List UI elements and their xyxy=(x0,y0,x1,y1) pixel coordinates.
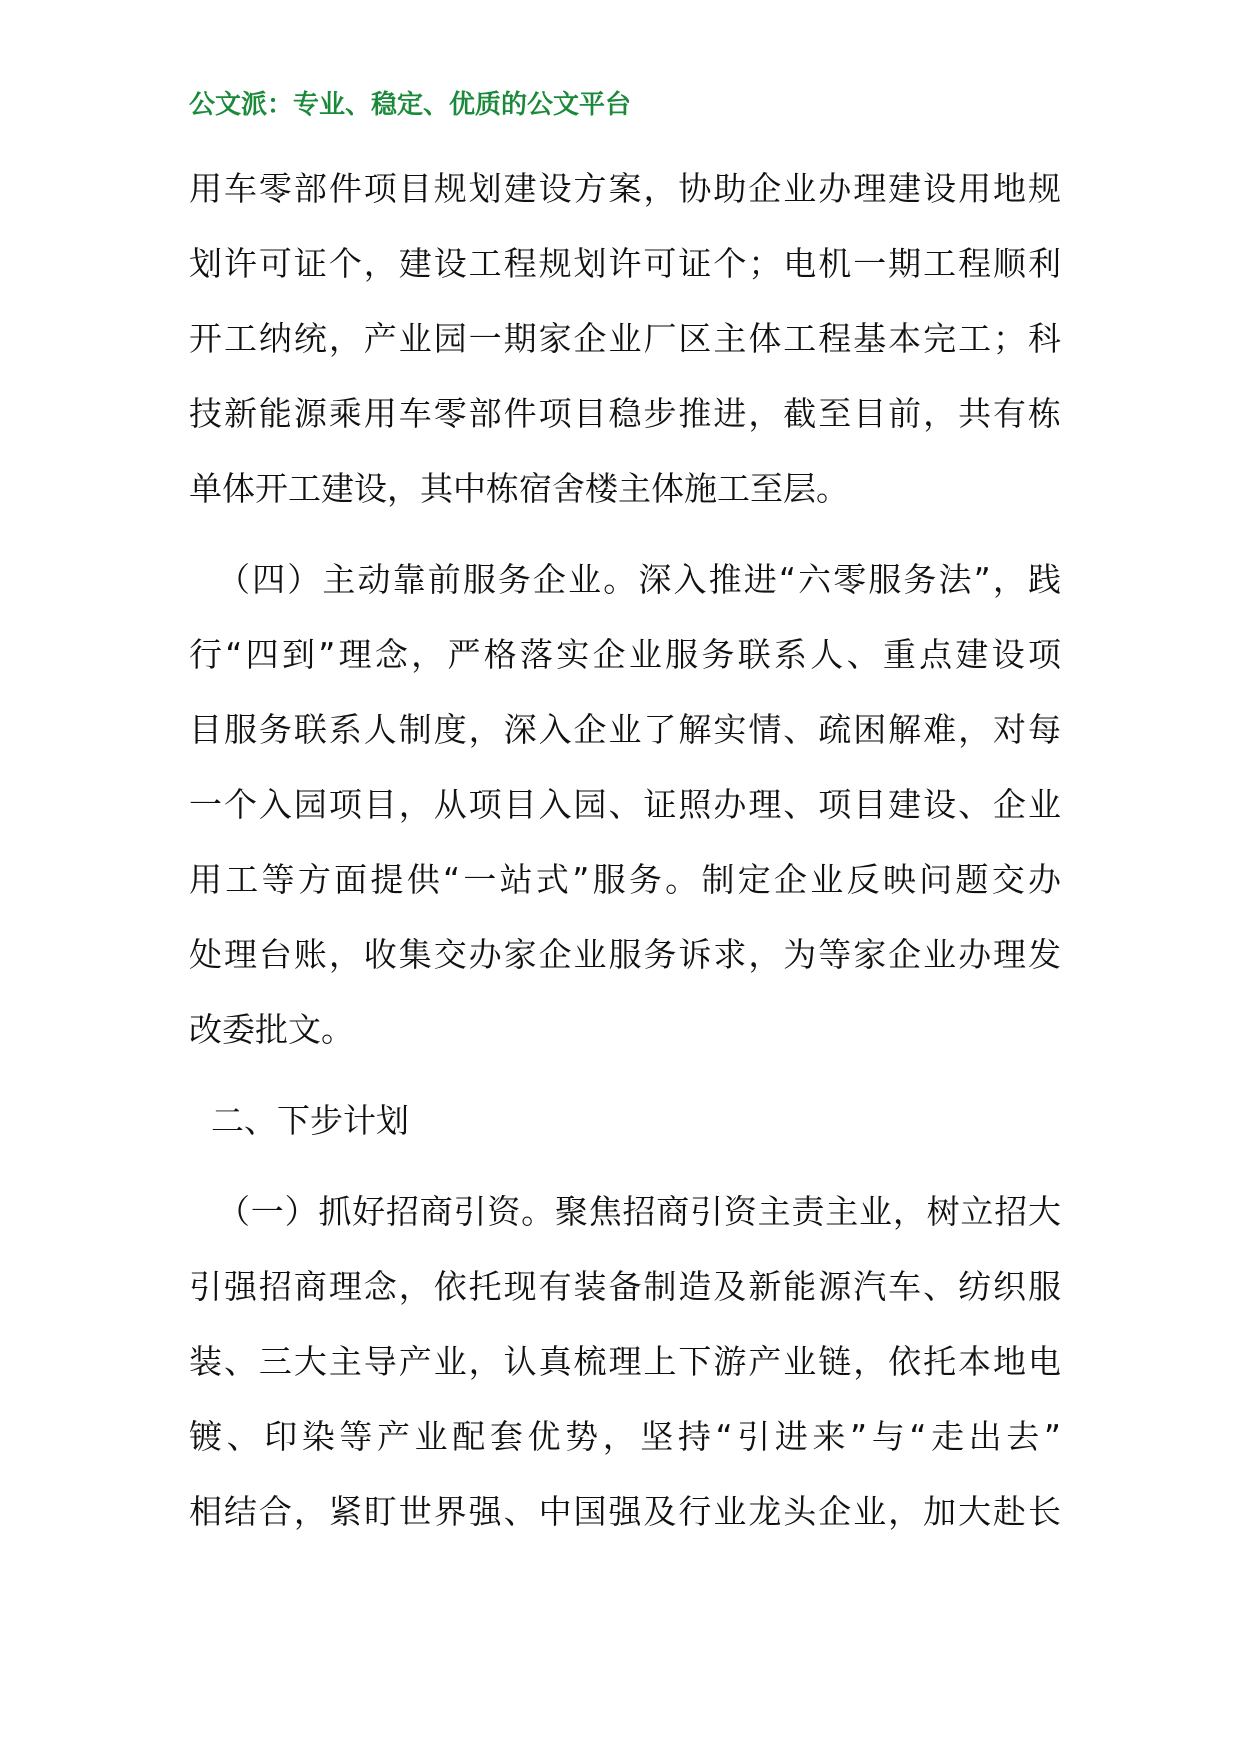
text-line: 开工纳统，产业园一期家企业厂区主体工程基本完工；科 xyxy=(189,319,1061,358)
text-line: （一）抓好招商引资。聚焦招商引资主责主业，树立招大 xyxy=(217,1192,1061,1231)
text-line: 单体开工建设，其中栋宿舍楼主体施工至层。 xyxy=(189,469,849,508)
document-body xyxy=(189,166,1061,1534)
paragraph-enterprise-service xyxy=(189,557,1061,1052)
text-line: 一个入园项目，从项目入园、证照办理、项目建设、企业 xyxy=(189,785,1061,824)
text-line: 改委批文。 xyxy=(189,1010,354,1049)
text-line: 行“四到”理念，严格落实企业服务联系人、重点建设项 xyxy=(189,635,1061,674)
text-line: （四）主动靠前服务企业。深入推进“六零服务法”，践 xyxy=(217,560,1061,599)
text-line: 目服务联系人制度，深入企业了解实情、疏困解难，对每 xyxy=(189,710,1061,749)
section-heading: 二、下步计划 xyxy=(211,1101,409,1140)
watermark-header: 公文派：专业、稳定、优质的公文平台 xyxy=(189,90,632,120)
text-line: 技新能源乘用车零部件项目稳步推进，截至目前，共有栋 xyxy=(189,394,1061,433)
text-line: 用工等方面提供“一站式”服务。制定企业反映问题交办 xyxy=(189,860,1061,899)
section-heading-next-plan xyxy=(189,1098,1061,1143)
text-line: 镀、印染等产业配套优势，坚持“引进来”与“走出去” xyxy=(189,1417,1061,1456)
text-line: 划许可证个，建设工程规划许可证个；电机一期工程顺利 xyxy=(189,244,1061,283)
paragraph-project-progress xyxy=(189,166,1061,511)
text-line: 用车零部件项目规划建设方案，协助企业办理建设用地规 xyxy=(189,169,1061,208)
text-line: 处理台账，收集交办家企业服务诉求，为等家企业办理发 xyxy=(189,935,1061,974)
text-line: 装、三大主导产业，认真梳理上下游产业链，依托本地电 xyxy=(189,1342,1061,1381)
text-line: 相结合，紧盯世界强、中国强及行业龙头企业，加大赴长 xyxy=(189,1492,1061,1531)
text-line: 引强招商理念，依托现有装备制造及新能源汽车、纺织服 xyxy=(189,1267,1061,1306)
paragraph-investment-promotion xyxy=(189,1189,1061,1534)
